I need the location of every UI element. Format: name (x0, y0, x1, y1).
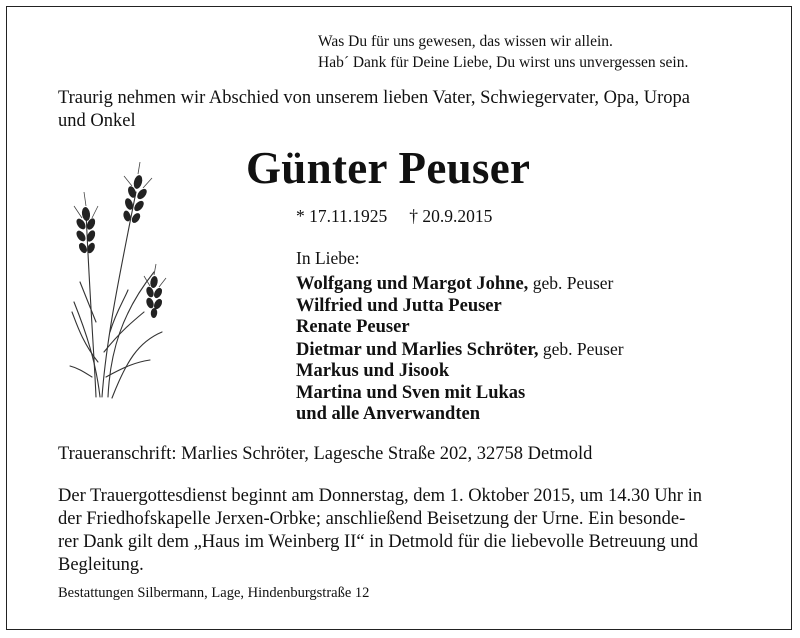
mourner-line (296, 404, 624, 426)
mourners-list (296, 273, 624, 426)
mourner-line (296, 317, 624, 339)
death-date: † 20.9.2015 (409, 206, 493, 226)
intro-text (58, 87, 758, 133)
mourners-intro: In Liebe: (296, 248, 360, 268)
mourner-line (296, 361, 624, 383)
mourner-suffix: geb. Peuser (538, 338, 624, 359)
birth-date: * 17.11.1925 (296, 206, 388, 226)
life-dates (296, 206, 492, 227)
service-line-1: Der Trauergottesdienst beginnt am Donnerstag, dem 1. Oktober 2015, um 14.30 Uhr in (58, 486, 702, 506)
mourner-names: Markus und Jisook (296, 361, 450, 381)
service-line-3: rer Dank gilt dem „Haus im Weinberg II“ in Detmold für die liebevolle Betreuung und (58, 532, 699, 552)
mourner-names: Dietmar und Marlies Schröter, (296, 339, 539, 360)
wheat-ears-icon (66, 162, 176, 402)
service-line-2: der Friedhofskapelle Jerxen-Orbke; anschließend Beisetzung der Urne. Ein besonde- (58, 509, 686, 529)
mourner-names: Wilfried und Jutta Peuser (296, 295, 502, 316)
mourner-names: Renate Peuser (296, 317, 410, 337)
mourner-line (296, 383, 624, 405)
motto-line-2: Hab´ Dank für Deine Liebe, Du wirst uns unvergessen sein. (318, 54, 689, 71)
mourning-address: Traueranschrift: Marlies Schröter, Lagesche Straße 202, 32758 Detmold (58, 444, 593, 464)
mourner-suffix: geb. Peuser (528, 273, 614, 293)
motto-line-1: Was Du für uns gewesen, das wissen wir allein. (318, 33, 613, 50)
mourner-names: Martina und Sven mit Lukas (296, 382, 526, 403)
mourner-line (296, 296, 624, 318)
service-text (58, 485, 702, 577)
mourner-names: Wolfgang und Margot Johne, (296, 274, 529, 294)
undertaker: Bestattungen Silbermann, Lage, Hindenburgstraße 12 (58, 585, 370, 601)
intro-line-1: Traurig nehmen wir Abschied von unserem lieben Vater, Schwiegervater, Opa, Uropa (58, 88, 690, 108)
mourner-line (296, 273, 624, 296)
service-line-4: Begleitung. (58, 555, 144, 575)
intro-line-2: und Onkel (58, 111, 136, 131)
mourner-line (296, 339, 624, 362)
mourner-names: und alle Anverwandten (296, 404, 481, 424)
motto (318, 31, 688, 73)
deceased-name: Günter Peuser (246, 143, 531, 193)
